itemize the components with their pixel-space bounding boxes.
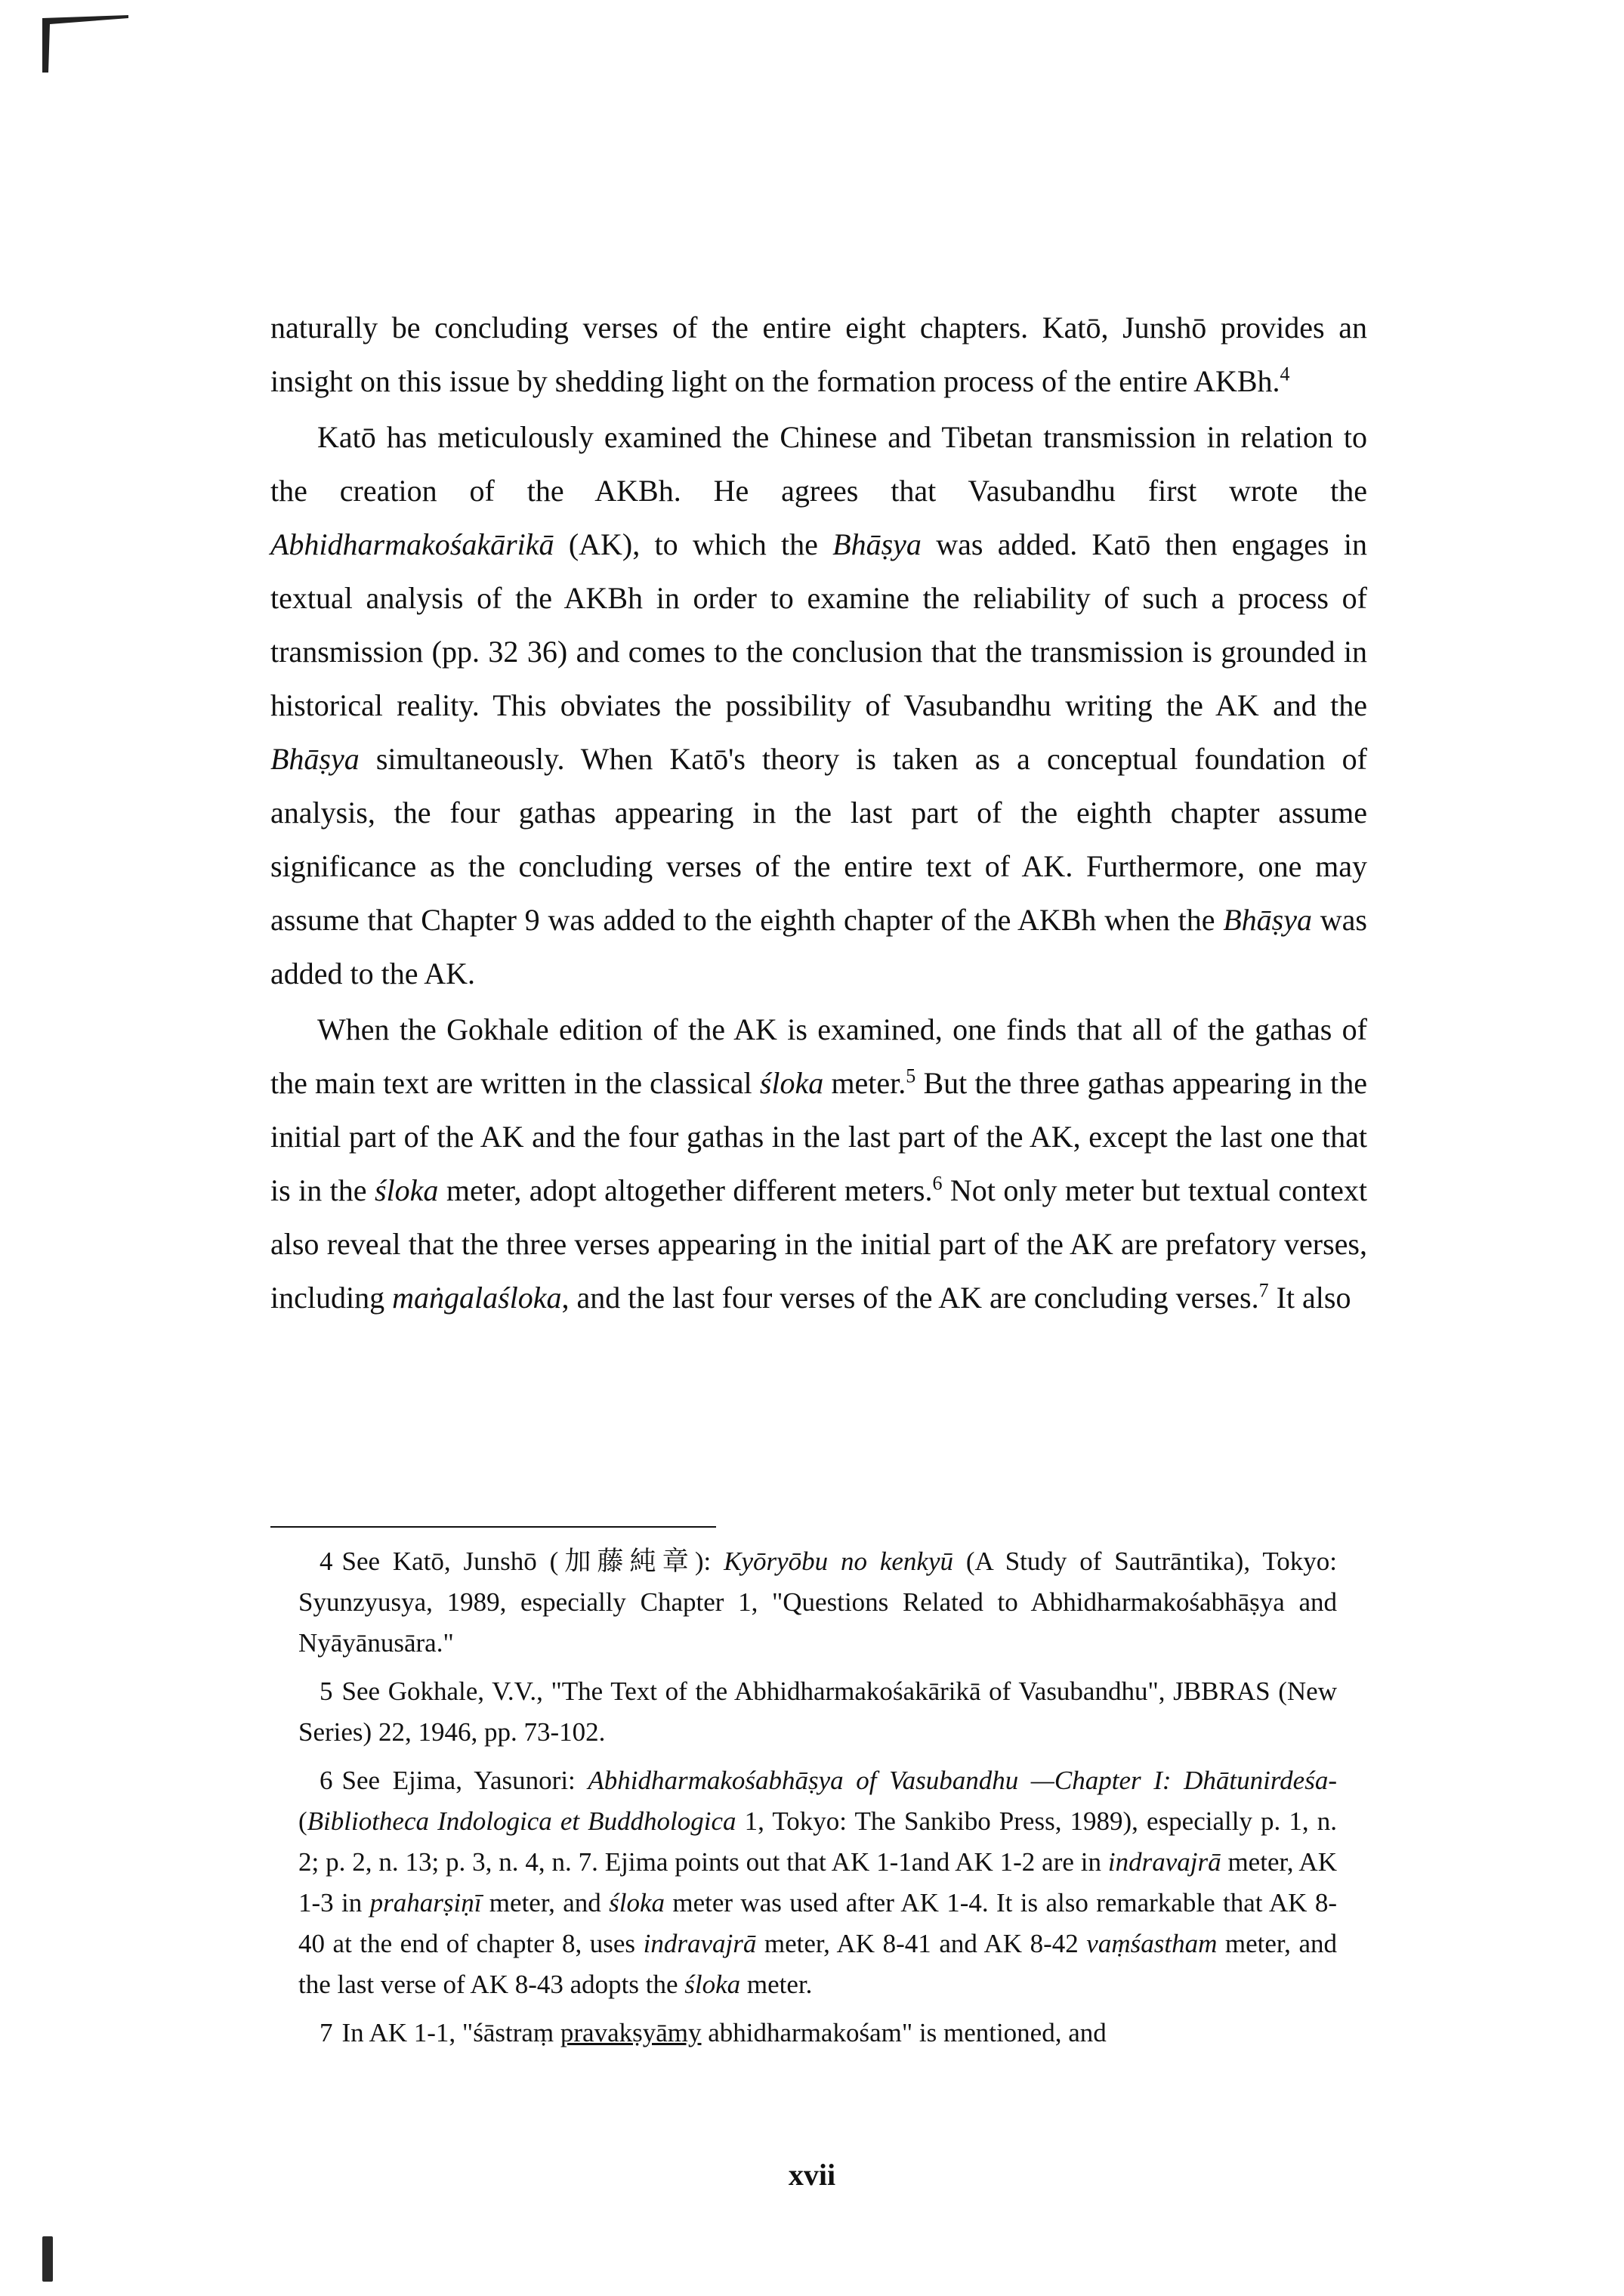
page-number: xvii: [788, 2158, 836, 2192]
footnote-ref-5: 5: [906, 1065, 916, 1087]
scan-corner-mark: [39, 14, 130, 74]
footnote-ref-7: 7: [1258, 1279, 1269, 1302]
footnotes: [298, 1541, 1337, 2061]
footnote-5: 5 See Gokhale, V.V., "The Text of the Abhidharmakośakārikā of Vasubandhu", JBBRAS (New Series) 22, 1946, pp. 73-102.: [298, 1676, 1337, 1747]
scan-edge-mark: [42, 2236, 53, 2282]
main-text: [270, 301, 1367, 1327]
paragraph-2: Katō has meticulously examined the Chinese and Tibetan transmission in relation to the creation of the AKBh. He agrees that Vasubandhu first wrote the Abhidharmakośakārikā (AK), to which the Bhāṣya was added. Katō then engages in textual analysis of the AKBh in order to examine the reliability of such a process of transmission (pp. 32 36) and comes to the conclusion that the transmission is grounded in historical reality. This obviates the possibility of Vasubandhu writing the AK and the Bhāṣya simultaneously. When Katō's theory is taken as a conceptual foundation of analysis, the four gathas appearing in the last part of the eighth chapter assume significance as the concluding verses of the entire text of AK. Furthermore, one may assume that Chapter 9 was added to the eighth chapter of the AKBh when the Bhāṣya was added to the AK.: [270, 420, 1367, 990]
footnote-6: 6 See Ejima, Yasunori: Abhidharmakośabhāṣya of Vasubandhu —Chapter I: Dhātunirdeśa- (Bibliotheca Indologica et Buddhologica 1, Tokyo: The Sankibo Press, 1989), especially p. 1, n. 2; p. 2, n. 13; p. 3, n. 4, n. 7. Ejima points out that AK 1-1and AK 1-2 are in indravajrā meter, AK 1-3 in praharṣiṇī meter, and śloka meter was used after AK 1-4. It is also remarkable that AK 8-40 at the end of chapter 8, uses indravajrā meter, AK 8-41 and AK 8-42 vaṃśastham meter, and the last verse of AK 8-43 adopts the śloka meter.: [298, 1766, 1338, 1999]
footnote-ref-4: 4: [1280, 363, 1290, 385]
footnote-divider: [270, 1526, 716, 1528]
footnote-7: 7 In AK 1-1, "śāstraṃ pravakṣyāmy abhidharmakośam" is mentioned, and: [320, 2018, 1107, 2047]
footnote-ref-6: 6: [932, 1172, 943, 1194]
footnote-4: 4 See Katō, Junshō (加藤純章): Kyōryōbu no kenkyū (A Study of Sautrāntika), Tokyo: Syunzyusya, 1989, especially Chapter 1, "Questions Related to Abhidharmakośabhāṣya and Nyāyānusāra.": [298, 1547, 1337, 1658]
paragraph-3: When the Gokhale edition of the AK is examined, one finds that all of the gathas of the main text are written in the classical śloka meter.$^5$ But the three gathas appearing in the initial part of the AK and the four gathas in the last part of the AK, except the last one that is in the śloka meter, adopt altogether different meters.$^6$ Not only meter but textual context also reveal that the three verses appearing in the initial part of the AK are prefatory verses, including maṅgalaśloka, and the last four verses of the AK are concluding verses.$^7$ It also: [270, 1012, 1367, 1315]
paragraph-1: naturally be concluding verses of the entire eight chapters. Katō, Junshō provides an insight on this issue by shedding light on the formation process of the entire AKBh.$^4$: [270, 311, 1367, 398]
